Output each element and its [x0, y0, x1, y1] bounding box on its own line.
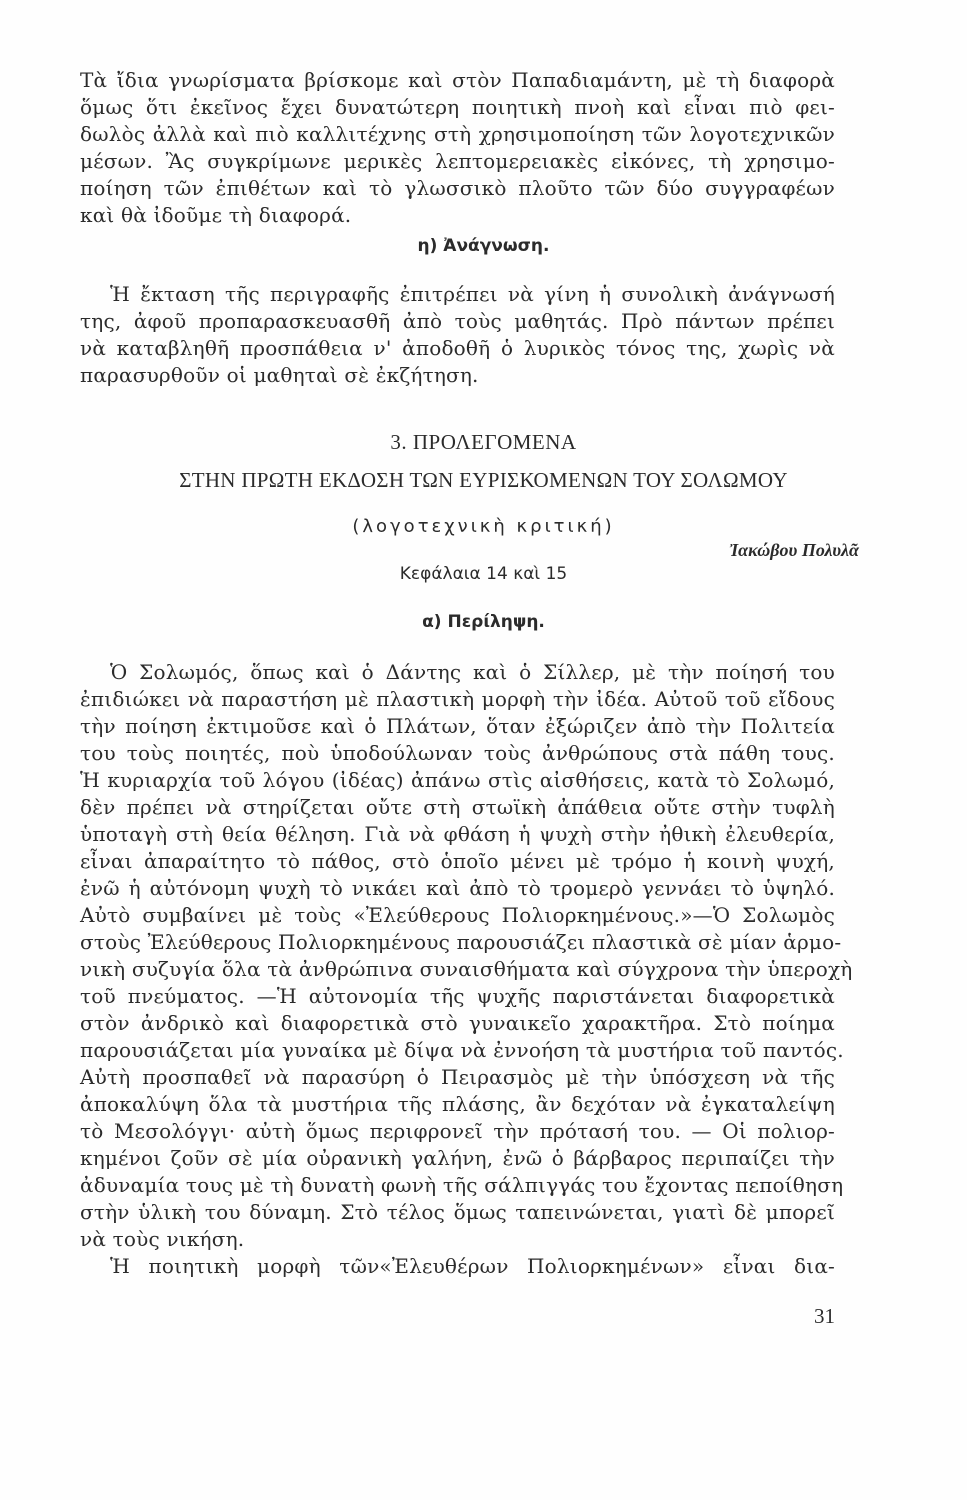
reading-line: παρασυρθοῦν οἱ μαθηταὶ σὲ ἐκζήτηση.: [80, 363, 479, 387]
section-title: 3. ΠΡΟΛΕΓΟΜΕΝΑ: [390, 430, 577, 454]
reading-heading: η) Ἀνάγνωση.: [417, 236, 550, 256]
summary-line: ἐνῶ ἡ αὐτόνομη ψυχὴ τὸ νικάει καὶ ἀπὸ τὸ τρομερὸ γεννάει τὸ ὑψηλό.: [80, 876, 835, 900]
intro-line: καὶ θὰ ἰδοῦμε τὴ διαφορά.: [80, 203, 352, 227]
section-subtitle: ΣΤΗΝ ΠΡΩΤΗ ΕΚΔΟΣΗ ΤΩΝ ΕΥΡΙΣΚΟΜΕΝΩΝ ΤΟΥ ΣΟΛΩΜΟΥ: [179, 468, 788, 492]
summary-line: εἶναι ἀπαραίτητο τὸ πάθος, στὸ ὁποῖο μένει μὲ τρόμο ἡ κοινὴ ψυχή,: [80, 849, 835, 873]
summary-line: δὲν πρέπει νὰ στηρίζεται οὔτε στὴ στωϊκὴ ἀπάθεια οὔτε στὴν τυφλὴ: [80, 795, 835, 819]
summary-line: στὴν ὑλικὴ του δύναμη. Στὸ τέλος ὅμως ταπεινώνεται, γιατὶ δὲ μπορεῖ: [80, 1200, 835, 1224]
intro-line: ὅμως ὅτι ἐκεῖνος ἔχει δυνατώτερη ποιητικὴ πνοὴ καὶ εἶναι πιὸ φει-: [80, 95, 835, 119]
summary-line: ἀδυναμία τους μὲ τὴ δυνατὴ φωνὴ τῆς σάλπιγγάς του ἔχοντας πεποίθηση: [80, 1173, 844, 1197]
section-chapters: Κεφάλαια 14 καὶ 15: [399, 564, 568, 584]
summary-line: Αὐτὴ προσπαθεῖ νὰ παρασύρη ὁ Πειρασμὸς μὲ τὴν ὑπόσχεση νὰ τῆς: [80, 1065, 835, 1089]
summary-line: νὰ τοὺς νικήση.: [80, 1227, 245, 1251]
page-number: 31: [814, 1304, 835, 1328]
summary-line: ἀποκαλύψη ὅλα τὰ μυστήρια τῆς πλάσης, ἂν δεχόταν νὰ ἐγκαταλείψη: [80, 1092, 835, 1116]
intro-line: ποίηση τῶν ἐπιθέτων καὶ τὸ γλωσσικὸ πλοῦτο τῶν δύο συγγραφέων: [80, 176, 835, 200]
summary-line: Ὁ Σολωμός, ὅπως καὶ ὁ Δάντης καὶ ὁ Σίλλερ, μὲ τὴν ποίησή του: [110, 660, 835, 684]
reading-line: Ἡ ἔκταση τῆς περιγραφῆς ἐπιτρέπει νὰ γίνη ἡ συνολικὴ ἀνάγνωσή: [110, 282, 835, 306]
summary-line: τὴν ποίηση ἐκτιμοῦσε καὶ ὁ Πλάτων, ὅταν ἐξώριζεν ἀπὸ τὴν Πολιτεία: [80, 714, 835, 738]
summary-line: Αὐτὸ συμβαίνει μὲ τοὺς «Ἐλεύθερους Πολιορκημένους.»—Ὁ Σολωμὸς: [80, 903, 835, 927]
section-author: Ἰακώβου Πολυλᾶ: [729, 540, 859, 560]
reading-line: νὰ καταβληθῆ προσπάθεια ν' ἀποδοθῆ ὁ λυρικὸς τόνος της, χωρὶς νὰ: [80, 336, 835, 360]
summary-line: τοῦ πνεύματος. —Ἡ αὐτονομία τῆς ψυχῆς παριστάνεται διαφορετικὰ: [80, 984, 835, 1008]
summary-line: του τοὺς ποιητές, ποὺ ὑποδούλωναν τοὺς ἀνθρώπους στὰ πάθη τους.: [80, 741, 835, 765]
summary-line: στὸν ἀνδρικὸ καὶ διαφορετικὰ στὸ γυναικεῖο χαρακτῆρα. Στὸ ποίημα: [80, 1011, 835, 1035]
summary-line: στοὺς Ἐλεύθερους Πολιορκημένους παρουσιάζει πλαστικὰ σὲ μίαν ἁρμο-: [80, 930, 842, 954]
summary-line: νικὴ συζυγία ὅλα τὰ ἀνθρώπινα συναισθήματα καὶ σύγχρονα τὴν ὑπεροχὴ: [80, 957, 853, 981]
reading-line: της, ἀφοῦ προπαρασκευασθῆ ἀπὸ τοὺς μαθητάς. Πρὸ πάντων πρέπει: [80, 309, 835, 333]
summary-line: ἐπιδιώκει νὰ παραστήση μὲ πλαστικὴ μορφὴ τὴν ἰδέα. Αὐτοῦ τοῦ εἴδους: [80, 687, 835, 711]
intro-line: Τὰ ἴδια γνωρίσματα βρίσκομε καὶ στὸν Παπαδιαμάντη, μὲ τὴ διαφορὰ: [80, 68, 835, 92]
summary-line: Ἡ κυριαρχία τοῦ λόγου (ἰδέας) ἀπάνω στὶς αἰσθήσεις, κατὰ τὸ Σολωμό,: [80, 768, 835, 792]
summary-heading: α) Περίληψη.: [422, 612, 545, 632]
summary-line: ὑποταγὴ στὴ θεία θέληση. Γιὰ νὰ φθάση ἡ ψυχὴ στὴν ἠθικὴ ἐλευθερία,: [80, 822, 835, 846]
section-genre: (λογοτεχνικὴ κριτική): [352, 516, 615, 537]
summary-line: Ἡ ποιητικὴ μορφὴ τῶν«Ἐλευθέρων Πολιορκημένων» εἶναι δια-: [110, 1254, 835, 1278]
intro-line: δωλὸς ἀλλὰ καὶ πιὸ καλλιτέχνης στὴ χρησιμοποίηση τῶν λογοτεχνικῶν: [80, 122, 835, 146]
summary-line: παρουσιάζεται μία γυναίκα μὲ δίψα νὰ ἐννοήση τὰ μυστήρια τοῦ παντός.: [80, 1038, 844, 1062]
intro-line: μέσων. Ἂς συγκρίμωνε μερικὲς λεπτομερειακὲς εἰκόνες, τὴ χρησιμο-: [80, 149, 835, 173]
summary-line: κημένοι ζοῦν σὲ μία οὐρανικὴ γαλήνη, ἐνῶ ὁ βάρβαρος περιπαίζει τὴν: [80, 1146, 835, 1170]
summary-line: τὸ Μεσολόγγι· αὐτὴ ὅμως περιφρονεῖ τὴν πρότασή του. — Οἱ πολιορ-: [80, 1119, 835, 1143]
